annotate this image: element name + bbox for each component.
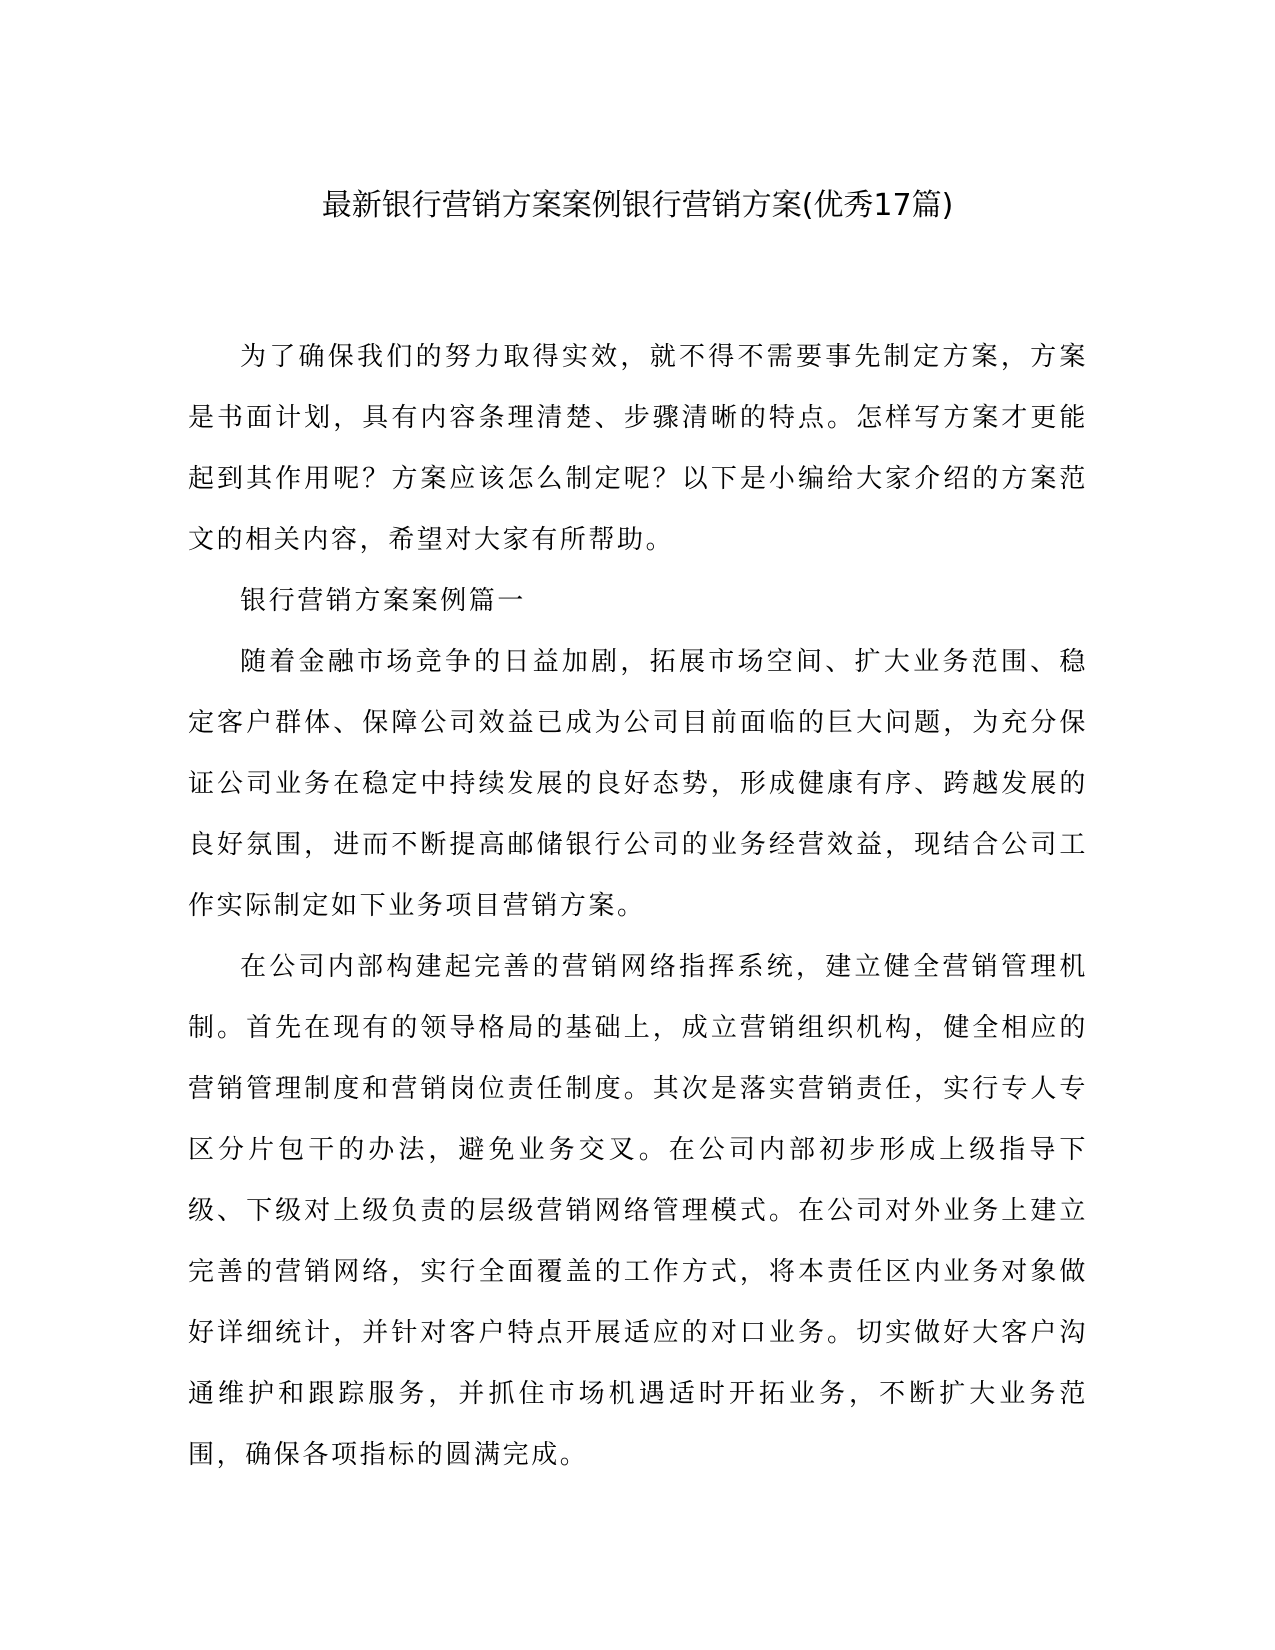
body-paragraph-2: 在公司内部构建起完善的营销网络指挥系统，建立健全营销管理机制。首先在现有的领导格局的基础上，成立营销组织机构，健全相应的营销管理制度和营销岗位责任制度。其次是落实营销责任，实行专人专区分片包干的办法，避免业务交叉。在公司内部初步形成上级指导下级、下级对上级负责的层级营销网络管理模式。在公司对外业务上建立完善的营销网络，实行全面覆盖的工作方式，将本责任区内业务对象做好详细统计，并针对客户特点开展适应的对口业务。切实做好大客户沟通维护和跟踪服务，并抓住市场机遇适时开拓业务，不断扩大业务范围，确保各项指标的圆满完成。 [188, 952, 1088, 1470]
document-body [188, 327, 1088, 1486]
body-paragraph-1: 随着金融市场竞争的日益加剧，拓展市场空间、扩大业务范围、稳定客户群体、保障公司效益已成为公司目前面临的巨大问题，为充分保证公司业务在稳定中持续发展的良好态势，形成健康有序、跨越发展的良好氛围，进而不断提高邮储银行公司的业务经营效益，现结合公司工作实际制定如下业务项目营销方案。 [188, 647, 1088, 921]
intro-paragraph: 为了确保我们的努力取得实效，就不得不需要事先制定方案，方案是书面计划，具有内容条理清楚、步骤清晰的特点。怎样写方案才更能起到其作用呢？方案应该怎么制定呢？以下是小编给大家介绍的方案范文的相关内容，希望对大家有所帮助。 [188, 342, 1088, 555]
document-title: 最新银行营销方案案例银行营销方案(优秀17篇) [321, 188, 954, 223]
section-heading: 银行营销方案案例篇一 [240, 586, 527, 616]
